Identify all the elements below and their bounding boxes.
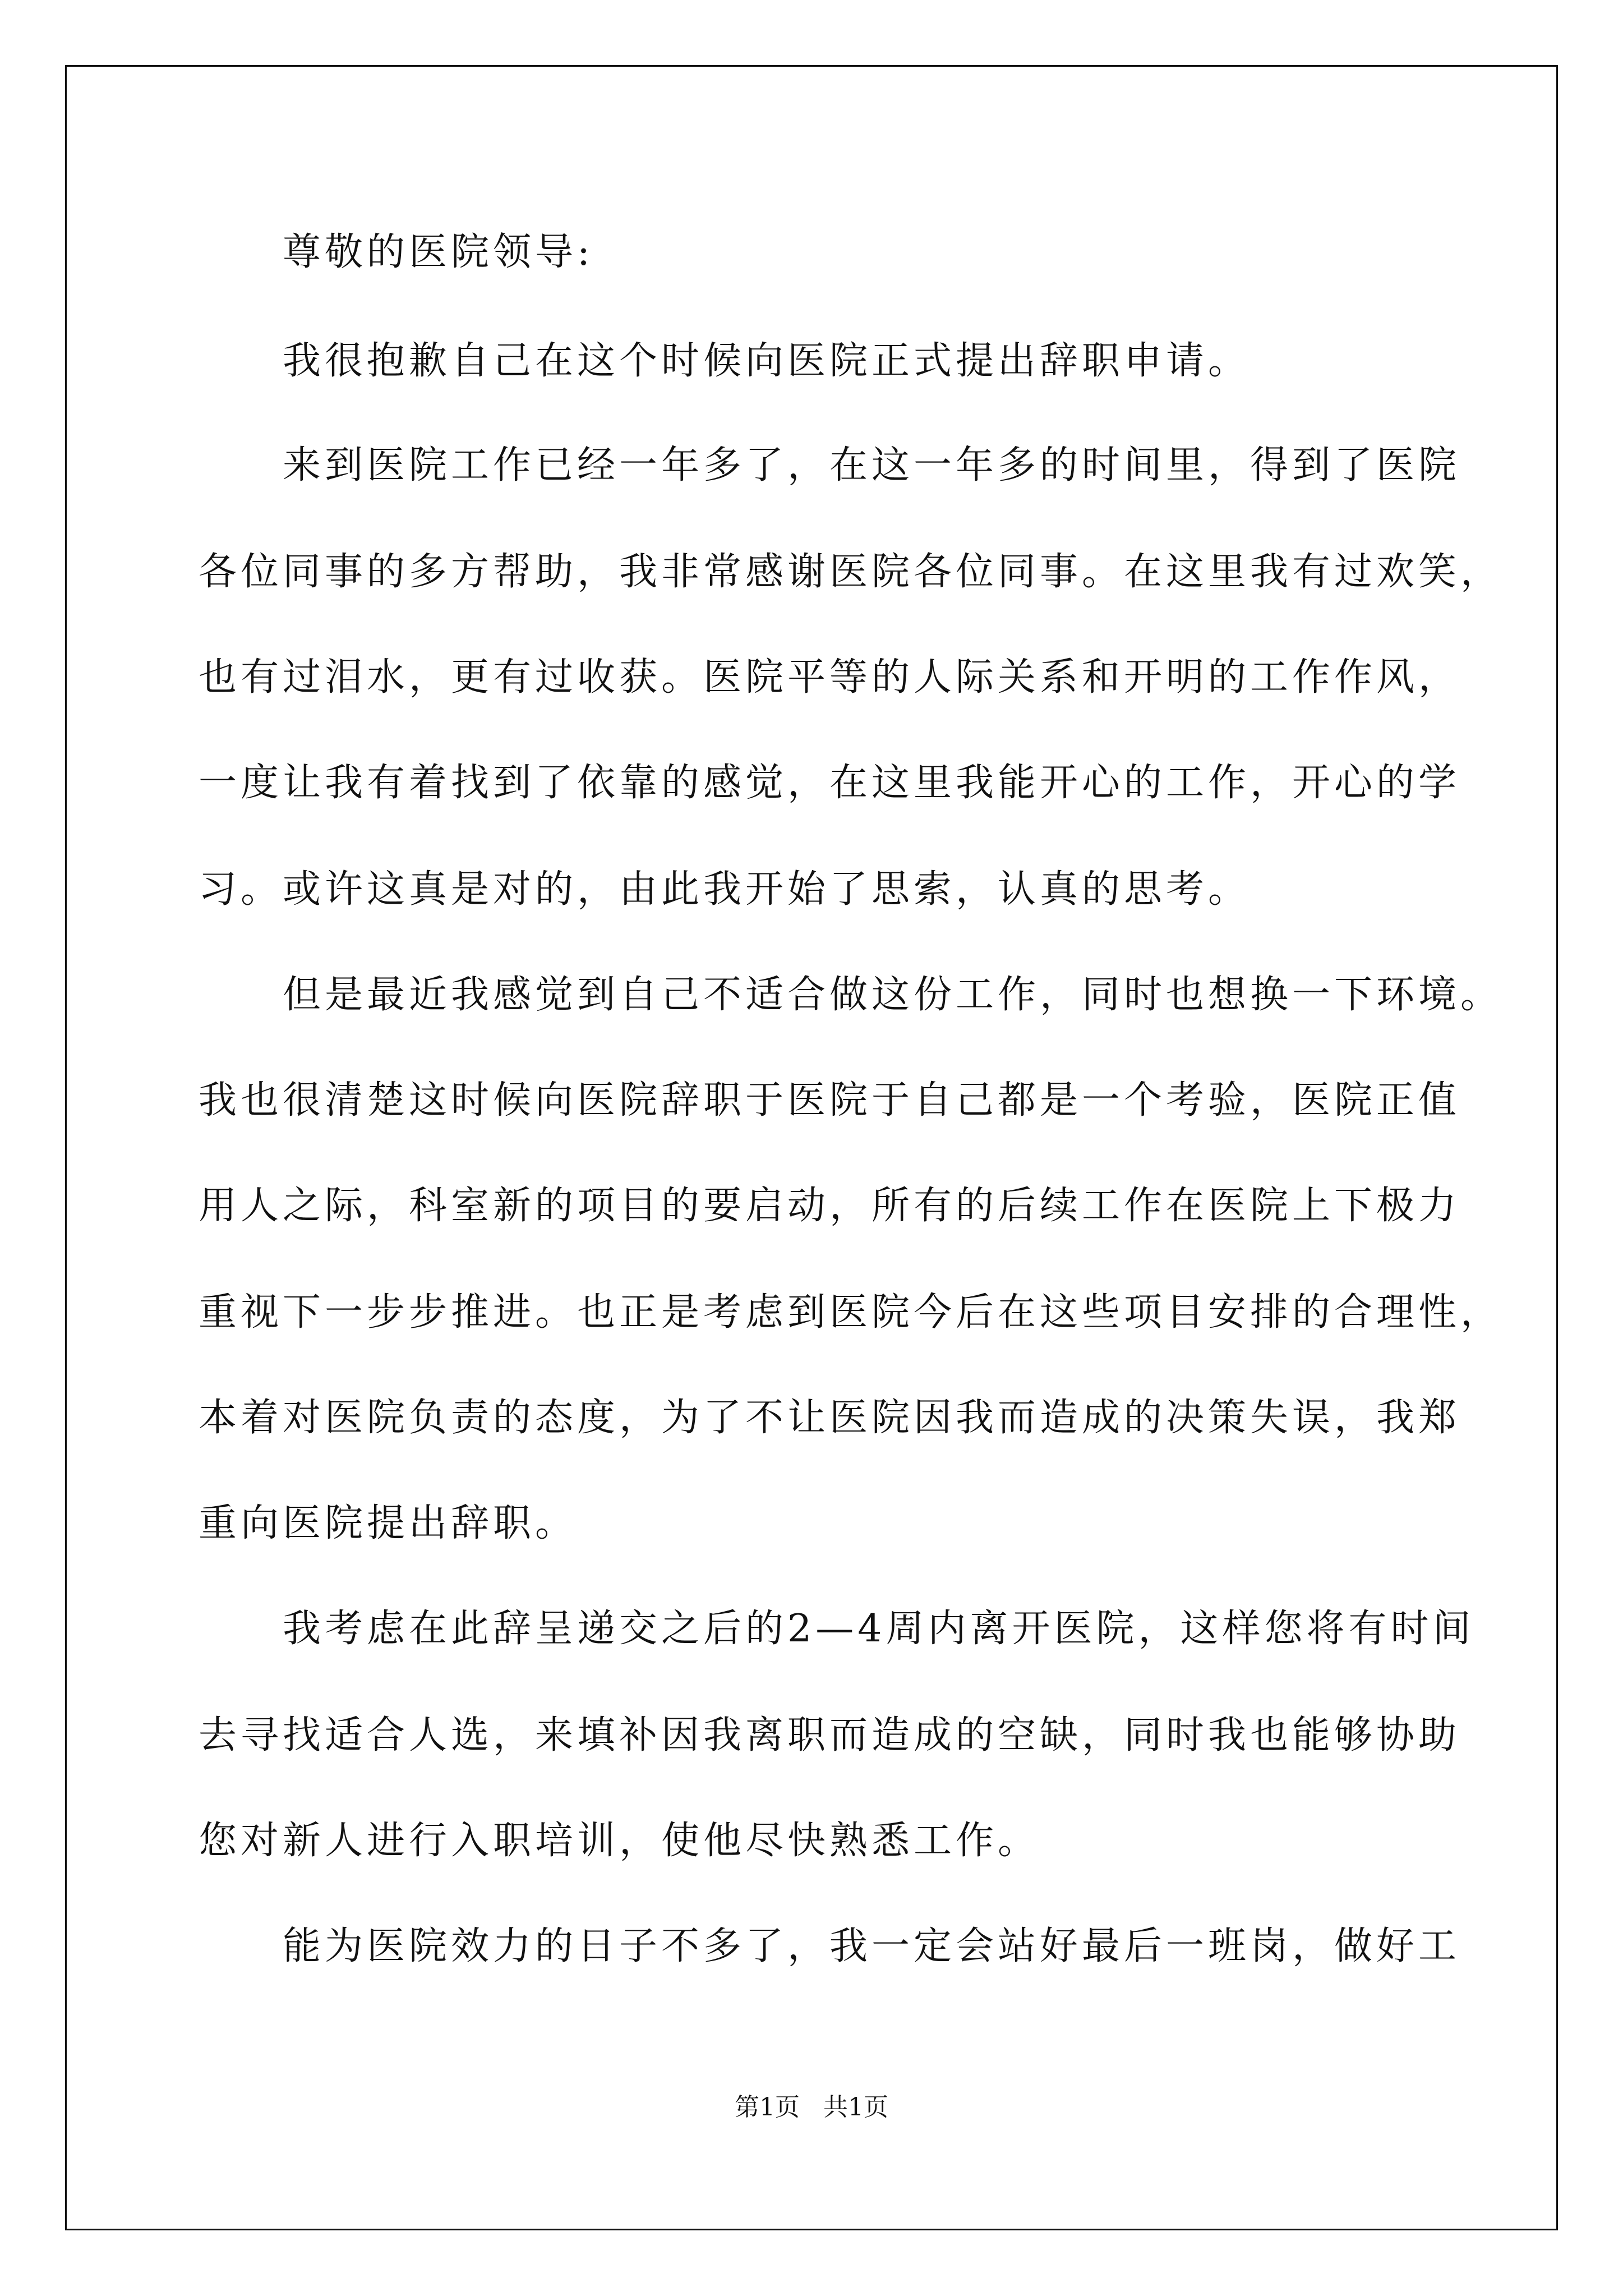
paragraph-line: 我很抱歉自己在这个时候向医院正式提出辞职申请。: [283, 339, 1251, 383]
paragraph-line: 去寻找适合人选，来填补因我离职而造成的空缺，同时我也能够协助: [199, 1713, 1461, 1757]
paragraph-line: 能为医院效力的日子不多了，我一定会站好最后一班岗，做好工: [283, 1924, 1461, 1968]
page-footer: 第1页 共1页: [735, 2093, 888, 2122]
paragraph-line: 但是最近我感觉到自己不适合做这份工作，同时也想换一下环境。: [283, 973, 1503, 1017]
paragraph-line: 重向医院提出辞职。: [199, 1501, 578, 1545]
page-border: [65, 65, 1558, 2230]
paragraph-line: 用人之际，科室新的项目的要启动，所有的后续工作在医院上下极力: [199, 1184, 1461, 1228]
paragraph-line: 各位同事的多方帮助，我非常感谢医院各位同事。在这里我有过欢笑，: [199, 550, 1503, 594]
paragraph-line: 来到医院工作已经一年多了，在这一年多的时间里，得到了医院: [283, 443, 1461, 487]
salutation: 尊敬的医院领导:: [283, 230, 594, 274]
paragraph-line: 本着对医院负责的态度，为了不让医院因我而造成的决策失误，我郑: [199, 1396, 1461, 1440]
paragraph-line: 也有过泪水，更有过收获。医院平等的人际关系和开明的工作作风，: [199, 655, 1461, 700]
paragraph-line: 您对新人进行入职培训，使他尽快熟悉工作。: [199, 1819, 1040, 1863]
paragraph-line: 一度让我有着找到了依靠的感觉，在这里我能开心的工作，开心的学: [199, 761, 1461, 805]
paragraph-line: 习。或许这真是对的，由此我开始了思索，认真的思考。: [199, 867, 1251, 912]
paragraph-line: 我也很清楚这时候向医院辞职于医院于自己都是一个考验，医院正值: [199, 1078, 1461, 1122]
paragraph-line: 我考虑在此辞呈递交之后的2—4周内离开医院，这样您将有时间: [283, 1607, 1475, 1651]
paragraph-line: 重视下一步步推进。也正是考虑到医院今后在这些项目安排的合理性，: [199, 1290, 1503, 1335]
